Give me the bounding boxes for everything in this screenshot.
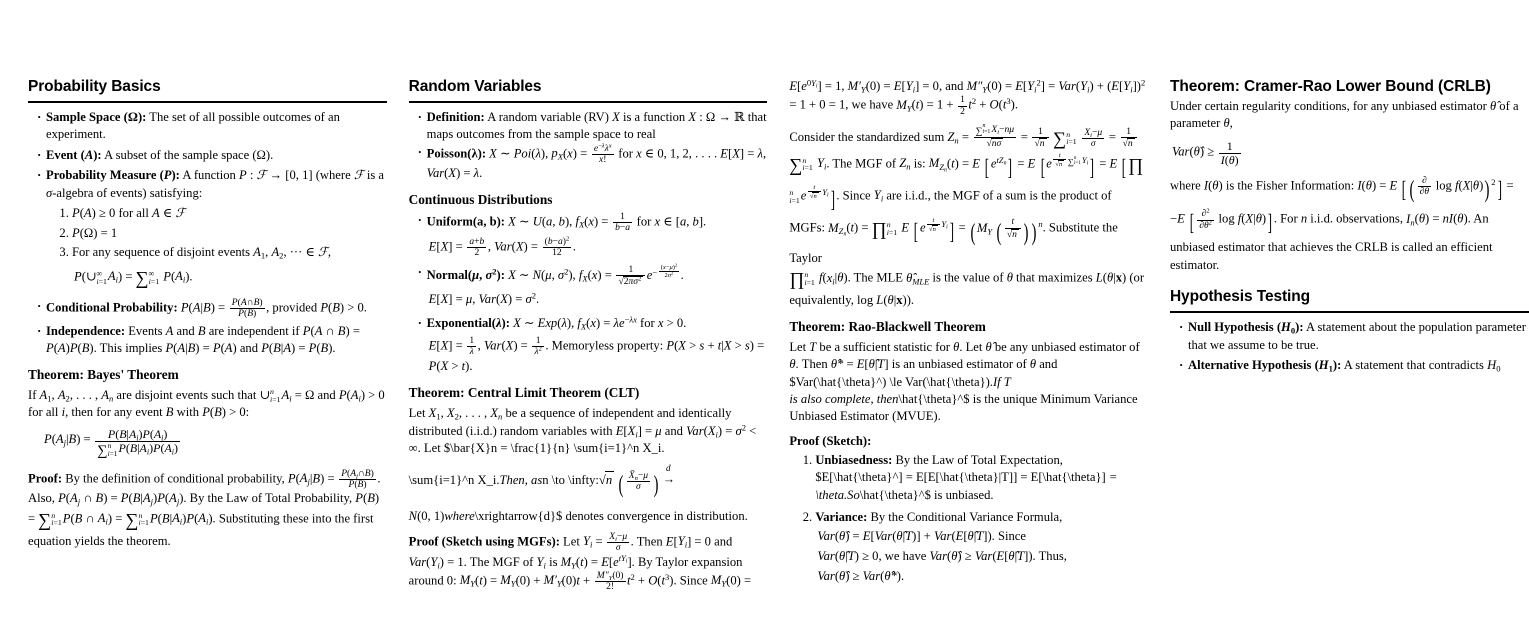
heading-crlb: Theorem: Cramer-Rao Lower Bound (CRLB) [1169, 78, 1491, 95]
continuous-distributions-list [409, 212, 768, 376]
term-normal: Normal(μ, $\sigma^2$): [426, 266, 505, 283]
variance-lead: By the Conditional Variance Formula, [867, 509, 1063, 524]
page-title-probability-basics: Probability Basics [28, 78, 387, 103]
crlb-intro: Under certain regularity conditions, for any unbiased estimator θ̂ of a parameter θ, [1169, 99, 1519, 131]
proof-label: Proof: [28, 470, 63, 485]
term-independence: Independence: [46, 323, 126, 338]
unbiasedness-raw-b: = \theta. [815, 470, 1118, 502]
list-item-uniform: · Uniform(a, b): X ∼ U(a, b), $f_X(x)$ = $\frac{1}{b-a}$ for x ∈ [a, b]. E[X] = $\frac{a+b}{2}$ , Var(X) = $\frac{(b-a)^2}{12}$ . [418, 212, 768, 258]
normal-moments: E[X] = μ, $Var(X) = \sigma^2$. [428, 290, 540, 307]
rao-proof-steps [789, 452, 1148, 586]
unbiasedness-raw-d: \hat{\theta}^$ [859, 487, 931, 502]
axiom-1: 1. P(A) ≥ 0 for all A ∈ ℱ [72, 205, 387, 223]
heading-rao-blackwell: Theorem: Rao-Blackwell Theorem [789, 318, 986, 334]
term-rv-definition: Definition: [426, 110, 485, 124]
mle-text-a: . The MLE [847, 270, 907, 285]
clt-raw-line: \sum{i=1}^n X_i.Then, asn \to \infty:√n ( $\frac{X̄_n-\mu}{\sigma}$ ) d → [408, 463, 674, 499]
list-item-rv-definition [418, 109, 768, 144]
list-item-probability-measure: · Probability Measure (P): A function P : ℱ → [0, 1] (where ℱ is a σ-algebra of events) satisfying: 1. P(A) ≥ 0 for all A ∈ ℱ 2. P(Ω) = 1 3. For any sequence of disjoint events $A_1$, $A_2$, ··· ∈ ℱ, P(∪ ∞ i=1 $A_i$) = ∑ ∞ i=1 $P(A_i)$. [37, 167, 387, 292]
term-event: Event (A): [46, 147, 102, 162]
variance-formula-3: Var(θ̂) ≥ Var(θ̂*). [817, 568, 905, 583]
unbiasedness-tail: is unbiased. [930, 487, 994, 502]
term-sample-space: Sample Space (Ω): [46, 110, 147, 124]
clt-proof-label: Proof (Sketch using MGFs): [408, 534, 560, 549]
rao-blackwell-statement-2 [789, 391, 1148, 426]
hypothesis-testing-list [1170, 319, 1529, 374]
list-item-event: · Event (A): A subset of the sample space (Ω). [37, 147, 387, 164]
bayes-proof: Proof: By the definition of conditional probability, $P(A_j|B)$ = $\frac{P(A_j\cap B)}{P(B)}$ . Also, $P(A_j$ ∩ $B) = P(B|A_j)P(A_j)$. By the Law of Total Probability, P(B) = ∑ n i=1 P(B ∩ $A_i$) = ∑ n i=1 $P(B|A_i)P(A_i)$. Substituting these into the first equation yields the theorem. [28, 467, 381, 548]
bayes-intro: If $A_1$, $A_2$, . . . , $A_n$ are disjoint events such that ∪ n i=1 $A_i = \Omega$ and $P(A_i) > 0$ for all i, then for any event B with P(B) > 0: [28, 386, 385, 419]
term-probability-measure: Probability Measure (P): [46, 168, 180, 183]
probability-axioms [46, 205, 387, 292]
rao-blackwell-statement: Let T be a sufficient statistic for θ. Let θ̂ be any unbiased estimator of θ. Then θ̂* = E[θ̂|T] is an unbiased estimator of θ and $Var(\hat{\theta}^) \le Var(\hat{\theta}).If T [789, 339, 1140, 389]
uniform-moments: E[X] = $\frac{a+b}{2}$ , Var(X) = $\frac{(b-a)^2}{12}$ . [428, 235, 576, 258]
unbiasedness-raw-a: $E[\hat{\theta}^] = E[E[\hat{\theta}|T]] = E[\hat{\theta}] [815, 470, 1106, 485]
cond-prob-tail: , provided P(B) > 0. [266, 300, 367, 315]
clt-raw-line-2: N(0, 1)where\xrightarrow{d}$ denotes convergence in distribution. [408, 508, 748, 523]
list-item-exponential: · Exponential(λ): X ∼ Exp(λ), $f_X(x) = \lambda e^{-\lambda x}$ for x > 0. E[X] = $\frac{1}{\lambda}$ , Var(X) = $\frac{1}{\lambda^2}$ . Memoryless property: P(X > s + t|X > s) = P(X > t). [418, 315, 768, 376]
term-null-hypothesis: Null Hypothesis $(H_0)$: [1187, 320, 1304, 336]
clt-raw-latex-3: Then, as [499, 473, 543, 488]
axiom-2: 2. P(Ω) = 1 [72, 225, 387, 243]
clt-raw-latex-4: n \to \infty: [542, 473, 599, 488]
def-sample-space: The set of all possible outcomes of an experiment. [46, 110, 340, 142]
variance-formula-1: Var(θ̂) = E[Var(θ̂|T)] + Var(E[θ̂|T]). Since [817, 529, 1026, 544]
term-alternative-hypothesis: Alternative Hypothesis $(H_1)$: [1187, 357, 1342, 374]
proof-step-unbiasedness [815, 452, 1148, 505]
term-variance: Variance: [815, 509, 868, 524]
heading-central-limit-theorem: Theorem: Central Limit Theorem (CLT) [408, 385, 640, 401]
list-item-alternative-hypothesis: · Alternative Hypothesis $(H_1)$: A statement that contradicts $H_0$ [1179, 357, 1529, 374]
axiom-3-formula: P(∪ ∞ i=1 $A_i$) = ∑ ∞ i=1 $P(A_i)$. [74, 267, 193, 288]
variance-formula-2: Var(θ̂|T) ≥ 0, we have Var(θ̂) ≥ Var(E[θ̂|T]). Thus, [817, 549, 1067, 564]
proof-step-variance [815, 509, 1148, 586]
list-item-independence [37, 323, 387, 358]
unbiasedness-raw-c: So [847, 487, 860, 502]
random-variables-list [409, 109, 768, 144]
rao-mvue-tail: is the unique Minimum Variance Unbiased Estimator (MVUE). [789, 391, 1138, 424]
clt-raw-latex-1: $\bar{X}n = \frac{1}{n} \sum{i=1}^n X_i. [443, 440, 665, 455]
term-exponential: Exponential(λ): [426, 316, 510, 331]
rao-raw-latex-4: \hat{\theta}^$ [898, 391, 970, 406]
clt-proof-2: Consider the standardized sum $Z_n$ = ∑ n i=1 $X_i-n\mu$ √nσ = $\frac{1}{√n}$ ∑ n i=1 $\frac{X_i-\mu}{\sigma}$ = $\frac{1}{√n}$ ∑ n i=1 $Y_i$. The MGF of $Z_n$ is: $M_{Z_n}(t) = E$ [ $e^{tZ_n}] = E$ [ e $^{\frac{t}{√n} \sum n i=1 Y_i}$] = E [∏ n i=1 e $^{\frac{t}{√n} Y_i}$] . Since $Y_i$ are i.i.d., the MGF of a sum is the product of MGFs: $M_{Z_n}(t)$ = ∏ n i=1 E [ e $^{\frac{t}{√n} Y_i}$] = ( $M_Y$ ( $\frac{t}{√n}$ ) ) $^n$. Substitute the Taylor [789, 123, 1144, 265]
def-null-hypothesis: A statement about the population parameter that we assume to be true. [1187, 320, 1526, 352]
term-uniform: Uniform(a, b): [426, 214, 506, 229]
def-rv: A random variable (RV) X is a function X : Ω → ℝ that maps outcomes from the sample space to real [426, 110, 767, 142]
exponential-moments: E[X] = $\frac{1}{\lambda}$ , Var(X) = $\frac{1}{\lambda^2}$ . Memoryless property: P(X > s + t|X > s) = P(X > t). [428, 334, 765, 374]
probability-basics-list [28, 109, 387, 358]
term-poisson: Poisson(λ): [426, 146, 487, 161]
crlb-fisher-info: where I(θ) is the Fisher Information: I(θ) = E [ ( $\frac{\partial}{\partial\theta}$ log f(X|θ)) $^2$] = −E [ $\frac{\partial^2}{\partial\theta^2}$ log f(X|θ)] . For n i.i.d. observations, $I_n(\theta) = nI(\theta)$. An unbiased estimator that achieves the CRLB is called an efficient estimator. [1169, 174, 1514, 272]
def-independence: Events A and B are independent if P(A ∩ B) = P(A)P(B). This implies P(A|B) = P(A) and P(B|A) = P(B). [46, 323, 360, 356]
page-title-random-variables: Random Variables [409, 78, 768, 103]
clt-statement: Let $X_1$, $X_2$, . . . , $X_n$ be a sequence of independent and identically distributed (i.i.d.) random variables with $E[X_i] = \mu$ and $Var(X_i) = \sigma^2$ < ∞. Let $\bar{X}n = \frac{1}{n} \sum{i=1}^n X_i. [408, 406, 757, 455]
clt-proof-1: Proof (Sketch using MGFs): Let $Y_i$ = $\frac{X_i-\mu}{\sigma}$ . Then $E[Y_i] = 0$ and $Var(Y_i) = 1$. The MGF of $Y_i$ is $M_Y(t) = E[e^{tY_i}]$. By Taylor expansion around 0: $M_Y(t) = M_Y(0) + M'_Y(0)t$ + $\frac{M''_Y(0)}{2!}$ $t^2 + O(t^3)$. Since $M_Y(0) = E[e^{0Y_i}] = 1$, $M'_Y(0) = E[Y_i] = 0$, and $M''_Y(0) = E[Y_i^2] = Var(Y_i) + (E[Y_i])^2 = 1 + 0 = 1$, we have $M_Y(t) = 1$ + $\frac{1}{2}$ $t^2 + O(t^3)$. [408, 77, 1146, 593]
mle-definition: ∏ n i=1 $f(x_i|\theta)$. The MLE $\thetâ_{MLE}$ is the value of θ that maximizes L(θ|x) (or equivalently, log L(θ|x)). [789, 269, 1145, 308]
list-item-conditional-probability: · Conditional Probability: P(A|B) = $\frac{P(A\cap B)}{P(B)}$ , provided P(B) > 0. [37, 298, 387, 320]
crlb-formula: Var(θ̂) ≥ $\frac{1}{I(\theta)}$ [1171, 138, 1239, 167]
heading-bayes-theorem: Theorem: Bayes' Theorem [28, 366, 179, 382]
term-unbiasedness: Unbiasedness: [815, 452, 893, 467]
page-title-hypothesis-testing: Hypothesis Testing [1170, 288, 1529, 313]
term-conditional-probability: Conditional Probability: [46, 300, 178, 315]
list-item-sample-space [37, 109, 387, 144]
list-item-null-hypothesis [1179, 319, 1529, 354]
rao-raw-latex-1: $Var(\hat{\theta}^) \le Var(\hat{\theta}). [789, 374, 993, 389]
list-item-poisson: · Poisson(λ): X ∼ Poi(λ), $p_X(x)$ = $\frac{e^{-\lambda}\lambda^x}{x!}$ for x ∈ 0, 1, 2, . . . . E[X] = λ, Var(X) = λ. [418, 144, 768, 183]
discrete-distributions-list [409, 144, 768, 183]
bayes-formula: $P(A_j|B)$ = $P(B|A_i)P(A_i)$ ∑ n i=1 $P(B|A_i)P(A_i)$ [44, 427, 179, 459]
reference-sheet [28, 77, 1526, 626]
clt-raw-latex-2: \sum{i=1}^n X_i. [408, 473, 500, 488]
list-item-normal: · Normal(μ, $\sigma^2$): X ∼ N(μ, $\sigma^2$), $f_X(x)$ = $\frac{1}{√2\pi\sigma^2}$ $e^{- \frac{(x-\mu)^2}{2\sigma^2}}$ . E[X] = μ, $Var(X) = \sigma^2$. [418, 264, 768, 309]
converges-in-distribution-arrow-icon: d → [662, 463, 674, 487]
rao-raw-latex-2: If T [992, 374, 1011, 389]
heading-proof-sketch: Proof (Sketch): [789, 433, 872, 448]
axiom-3: 3. For any sequence of disjoint events $A_1$, $A_2$, ··· ∈ ℱ, P(∪ ∞ i=1 $A_i$) = ∑ ∞ i=1 $P(A_i)$. [72, 244, 387, 292]
rao-raw-latex-3: is also complete, then [789, 391, 899, 406]
heading-continuous-distributions: Continuous Distributions [408, 191, 553, 207]
unbiasedness-lead: By the Law of Total Expectation, [892, 452, 1063, 467]
